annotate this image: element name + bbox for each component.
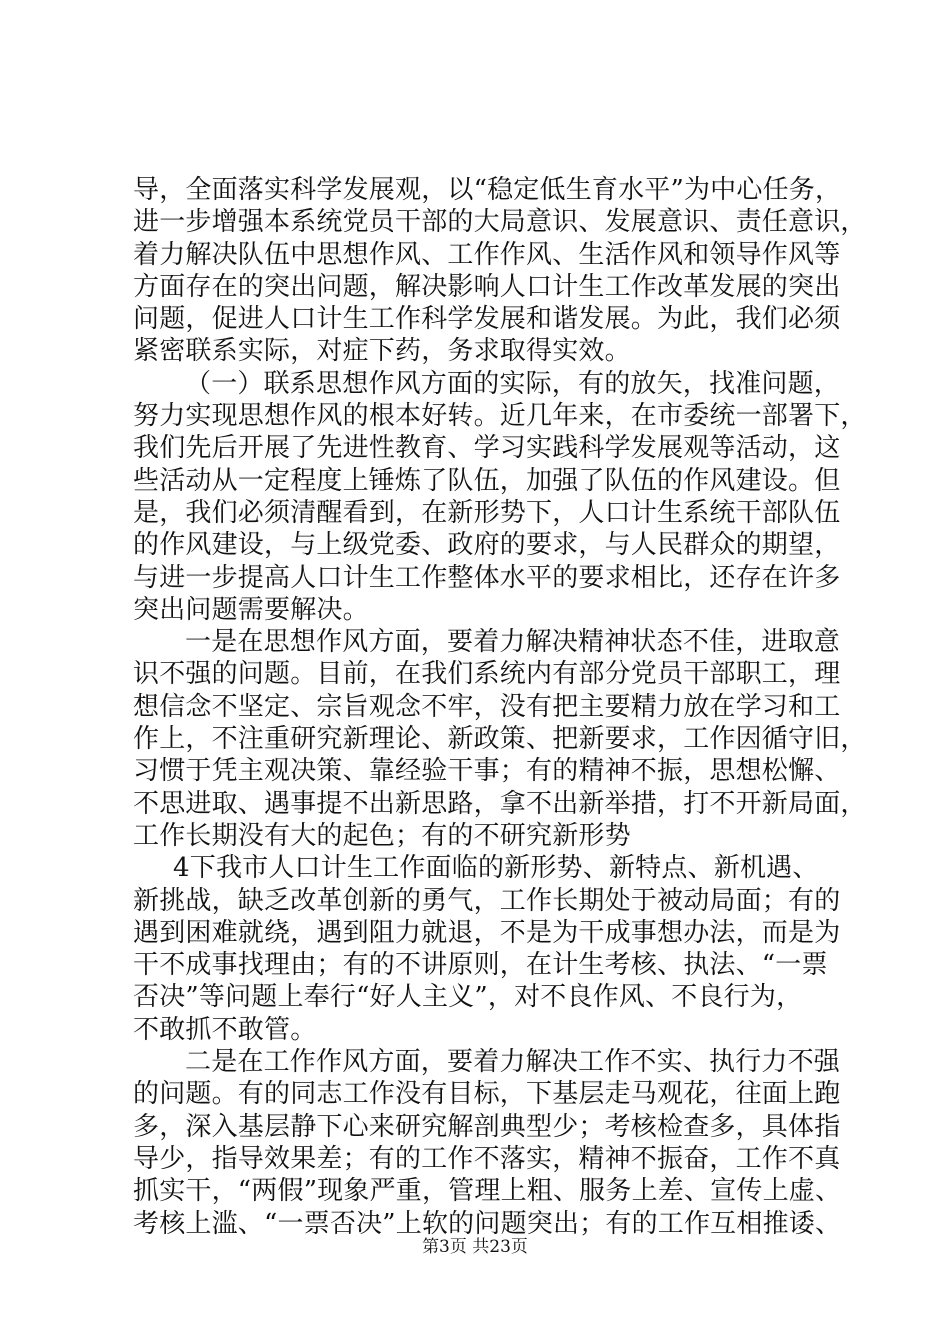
text-line: 干不成事找理由；有的不讲原则，在计生考核、执法、“一票: [133, 950, 828, 981]
text-line: 突出问题需要解决。: [133, 594, 369, 625]
text-line: 的问题。有的同志工作没有目标，下基层走马观花，往面上跑: [133, 1079, 841, 1110]
text-line: 的作风建设，与上级党委、政府的要求，与人民群众的期望，: [133, 530, 841, 561]
text-line: 抓实干，“两假”现象严重，管理上粗、服务上差、宣传上虚、: [133, 1176, 842, 1207]
text-line: 否决”等问题上奉行“好人主义”，对不良作风、不良行为，: [133, 982, 803, 1013]
text-line: 着力解决队伍中思想作风、工作作风、生活作风和领导作风等: [133, 239, 841, 270]
text-line: 遇到困难就绕，遇到阻力就退，不是为干成事想办法，而是为: [133, 917, 841, 948]
text-line: 习惯于凭主观决策、靠经验干事；有的精神不振，思想松懈、: [133, 756, 841, 787]
text-line: 识不强的问题。目前，在我们系统内有部分党员干部职工，理: [133, 659, 841, 690]
text-line: 作上，不注重研究新理论、新政策、把新要求，工作因循守旧，: [133, 724, 867, 755]
text-line: 我们先后开展了先进性教育、学习实践科学发展观等活动，这: [133, 433, 841, 464]
text-line: 进一步增强本系统党员干部的大局意识、发展意识、责任意识，: [133, 207, 867, 238]
paragraph-first-line: 二是在工作作风方面，要着力解决工作不实、执行力不强: [185, 1047, 841, 1078]
text-line: 方面存在的突出问题，解决影响人口计生工作改革发展的突出: [133, 271, 841, 302]
text-line: 与进一步提高人口计生工作整体水平的要求相比，还存在许多: [133, 562, 841, 593]
text-line: 工作长期没有大的起色；有的不研究新形势: [133, 820, 631, 851]
text-line: 新挑战，缺乏改革创新的勇气，工作长期处于被动局面；有的: [133, 885, 841, 916]
paragraph-first-line: （一）联系思想作风方面的实际，有的放矢，找准问题，: [185, 368, 841, 399]
body-text: [133, 174, 867, 1240]
text-line: 是，我们必须清醒看到，在新形势下，人口计生系统干部队伍: [133, 497, 841, 528]
text-line: 导，全面落实科学发展观，以“稳定低生育水平”为中心任务，: [133, 175, 842, 205]
page-number-footer: 第3页 共23页: [422, 1237, 528, 1257]
text-line: 努力实现思想作风的根本好转。近几年来，在市委统一部署下，: [133, 401, 867, 432]
paragraph-first-line: 一是在思想作风方面，要着力解决精神状态不佳，进取意: [185, 627, 841, 658]
text-line: 问题，促进人口计生工作科学发展和谐发展。为此，我们必须: [133, 304, 841, 335]
text-line: 不思进取、遇事提不出新思路，拿不出新举措，打不开新局面，: [133, 788, 867, 819]
text-line: 紧密联系实际，对症下药，务求取得实效。: [133, 336, 631, 367]
text-line: 多，深入基层静下心来研究解剖典型少；考核检查多，具体指: [133, 1111, 841, 1142]
text-line: 想信念不坚定、宗旨观念不牢，没有把主要精力放在学习和工: [133, 691, 841, 722]
text-line: 不敢抓不敢管。: [133, 1014, 317, 1045]
text-line: 考核上滥、“一票否决”上软的问题突出；有的工作互相推诿、: [133, 1208, 842, 1239]
text-line: 导少，指导效果差；有的工作不落实，精神不振奋，工作不真: [133, 1143, 841, 1174]
text-line: 些活动从一定程度上锤炼了队伍，加强了队伍的作风建设。但: [133, 465, 841, 496]
paragraph-first-line: 4下我市人口计生工作面临的新形势、新特点、新机遇、: [173, 853, 819, 884]
